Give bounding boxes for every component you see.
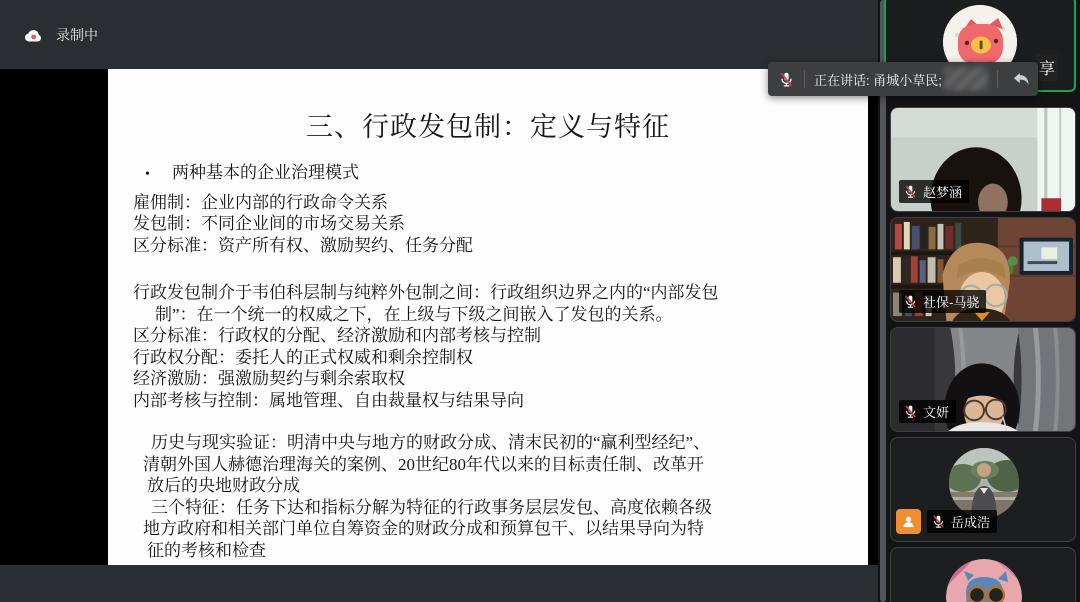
participant-name-label [927,510,997,533]
reply-button[interactable] [1007,65,1035,93]
slide-line: 经济激励：强激励契约与剩余索取权 [133,369,405,388]
slide-line: 征的考核和检查 [147,540,266,560]
participant-name: 岳成浩 [951,515,991,530]
toast-divider [997,70,998,88]
photo-avatar [949,448,1019,518]
slide-line: 三个特征：任务下达和指标分解为特征的行政事务层层发包、高度依赖各级 [151,497,712,517]
participant-tile[interactable] [890,547,1076,602]
recording-label: 录制中 [56,27,98,43]
participant-tile[interactable] [890,327,1076,432]
cat-avatar-art [946,559,1022,602]
participant-tile[interactable] [890,437,1076,542]
slide-title: 三、行政发包制：定义与特征 [306,112,670,142]
mic-muted-icon [903,294,918,309]
slide-line: 区分标准：行政权的分配、经济激励和内部考核与控制 [133,326,541,345]
participant-name: 社保-马骁 [923,295,980,310]
photo-avatar-art [949,448,1019,518]
slide-line: 放后的央地财政分成 [147,476,300,495]
slide-line: 行政发包制介于韦伯科层制与纯粹外包制之间：行政组织边界之内的“内部发包 [133,283,719,302]
slide-line: 历史与现实验证：明清中央与地方的财政分成、清末民初的“赢利型经纪”、 [151,433,711,452]
bottom-bar [0,565,878,602]
participant-name-label [899,180,969,203]
mic-muted-icon [903,404,918,419]
blurred-name [944,67,988,91]
mic-muted-icon [778,71,795,88]
slide-line: 制”：在一个统一的权威之下，在上级与下级之间嵌入了发包的关系。 [155,304,673,324]
participant-tile[interactable] [890,217,1076,322]
slide-line: 两种基本的企业治理模式 [172,163,359,182]
slide-line: 行政权分配：委托人的正式权威和剩余控制权 [133,347,473,367]
speaking-toast [768,62,1038,96]
mic-muted-icon [931,514,946,529]
shared-slide [108,69,868,565]
top-bar [0,0,878,69]
slide-line: 雇佣制：企业内部的行政命令关系 [133,192,388,212]
participant-name-label [899,290,986,313]
cat-avatar [946,559,1022,602]
slide-line: 区分标准：资产所有权、激励契约、任务分配 [133,235,473,255]
shared-screen-stage [0,69,878,565]
slide-body [108,162,868,561]
reply-arrow-icon [1011,69,1031,89]
slide-line: 地方政府和相关部门单位自筹资金的财政分成和预算包干、以结果导向为特 [143,519,704,538]
cloud-record-icon [24,28,43,43]
slide-line: 清朝外国人赫德治理海关的案例、20世纪80年代以来的目标责任制、改革开 [143,454,704,474]
slide-line: 内部考核与控制：属地管理、自由裁量权与结果导向 [133,390,524,410]
participant-name: 文妍 [923,405,950,420]
bullet-glyph: • [145,167,150,182]
partial-share-label: 享 [1036,54,1058,81]
host-person-badge [896,509,921,534]
recording-indicator [24,25,98,45]
speaking-toast-text: 正在讲话: 甬城小草民; [814,72,942,88]
slide-bullet-line [133,162,868,186]
mic-muted-icon [903,184,918,199]
toast-divider [804,70,805,88]
person-icon [901,514,916,529]
participant-name: 赵梦涵 [923,185,963,200]
participant-tile[interactable] [890,107,1076,212]
slide-line: 发包制：不同企业间的市场交易关系 [133,214,405,233]
participant-name-label [899,400,956,423]
